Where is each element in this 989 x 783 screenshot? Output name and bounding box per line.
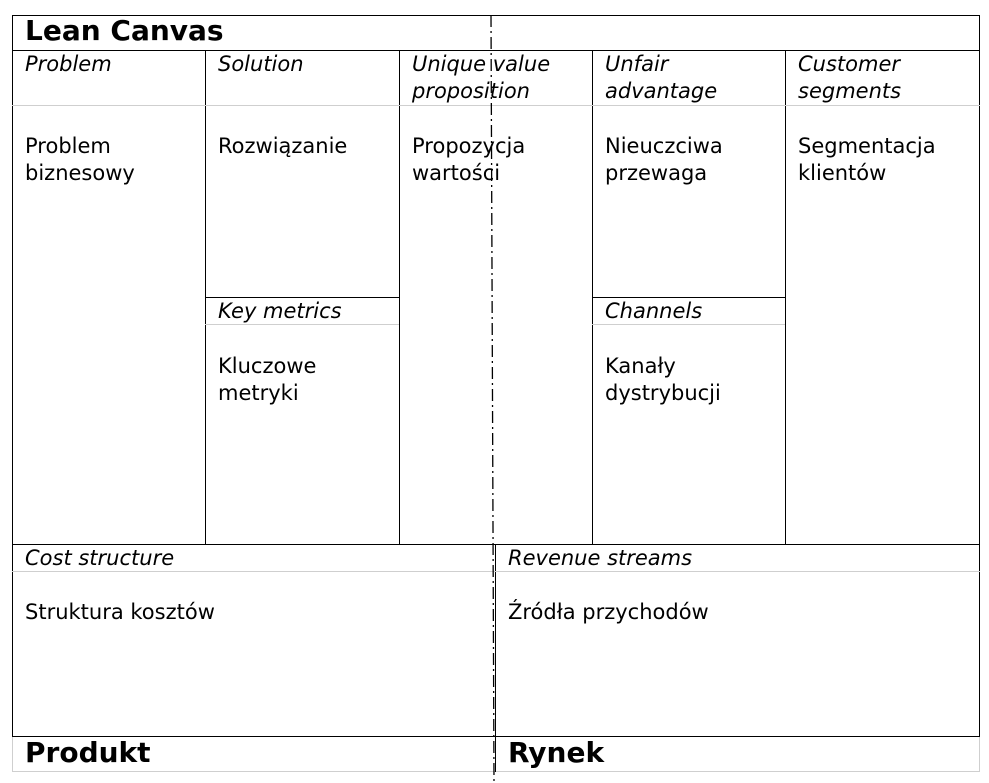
solution-header: Solution [218, 52, 304, 76]
unfair-advantage-content: Nieuczciwa przewaga [605, 134, 723, 185]
uvp-content: Propozycja wartości [412, 134, 526, 185]
column-divider [399, 50, 400, 544]
problem-content: Problem biznesowy [25, 134, 135, 185]
cost-structure-content: Struktura kosztów [25, 600, 215, 624]
revenue-streams-content: Źródła przychodów [508, 600, 709, 624]
problem-header: Problem [25, 52, 112, 76]
dash-dot-center-line [488, 15, 498, 783]
revenue-streams-header: Revenue streams [508, 546, 693, 570]
column-divider [785, 50, 786, 544]
customer-segments-content: Segmentacja klientów [798, 134, 936, 185]
key-metrics-header: Key metrics [218, 299, 342, 323]
solution-content: Rozwiązanie [218, 134, 348, 158]
footer-market: Rynek [508, 736, 605, 769]
footer-product: Produkt [25, 736, 151, 769]
cost-structure-header: Cost structure [25, 546, 175, 570]
channels-header: Channels [605, 299, 703, 323]
canvas-title: Lean Canvas [25, 14, 224, 47]
unfair-advantage-header: Unfair advantage [605, 52, 718, 103]
channels-content: Kanały dystrybucji [605, 354, 721, 405]
customer-segments-header: Customer segments [798, 52, 902, 103]
key-metrics-content: Kluczowe metryki [218, 354, 317, 405]
uvp-header: Unique value proposition [412, 52, 551, 103]
